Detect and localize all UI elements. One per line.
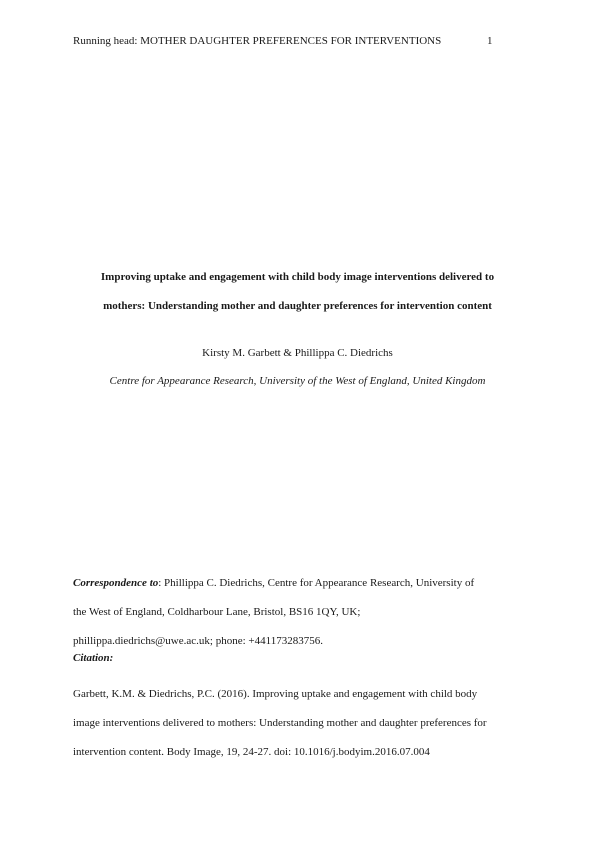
correspondence-line-3: phillippa.diedrichs@uwe.ac.uk; phone: +441173283756.	[73, 635, 323, 647]
paper-title-line-1: Improving uptake and engagement with child body image interventions delivered to	[100, 271, 495, 283]
running-head: Running head: MOTHER DAUGHTER PREFERENCES FOR INTERVENTIONS	[73, 35, 442, 47]
correspondence-label: Correspondence to	[73, 577, 159, 589]
authors: Kirsty M. Garbett & Phillippa C. Diedrichs	[202, 347, 393, 359]
correspondence-line-2: the West of England, Coldharbour Lane, Bristol, BS16 1QY, UK;	[73, 606, 361, 618]
citation-line-3: intervention content. Body Image, 19, 24-27. doi: 10.1016/j.bodyim.2016.07.004	[73, 746, 430, 758]
paper-title-line-2: mothers: Understanding mother and daughter preferences for intervention content	[103, 300, 492, 312]
paper-title	[60, 263, 535, 321]
correspondence-line-1	[73, 569, 533, 598]
citation-line-1: Garbett, K.M. & Diedrichs, P.C. (2016). Improving uptake and engagement with child body	[73, 688, 478, 700]
correspondence-text: : Phillippa C. Diedrichs, Centre for Appearance Research, University of	[158, 577, 475, 589]
citation-line-2: image interventions delivered to mothers: Understanding mother and daughter preferences for	[73, 717, 487, 729]
affiliation: Centre for Appearance Research, University of the West of England, United Kingdom	[109, 375, 486, 387]
citation-block	[73, 680, 543, 767]
citation-label: Citation:	[73, 652, 114, 664]
page-number: 1	[487, 35, 493, 47]
correspondence-block	[73, 569, 533, 656]
